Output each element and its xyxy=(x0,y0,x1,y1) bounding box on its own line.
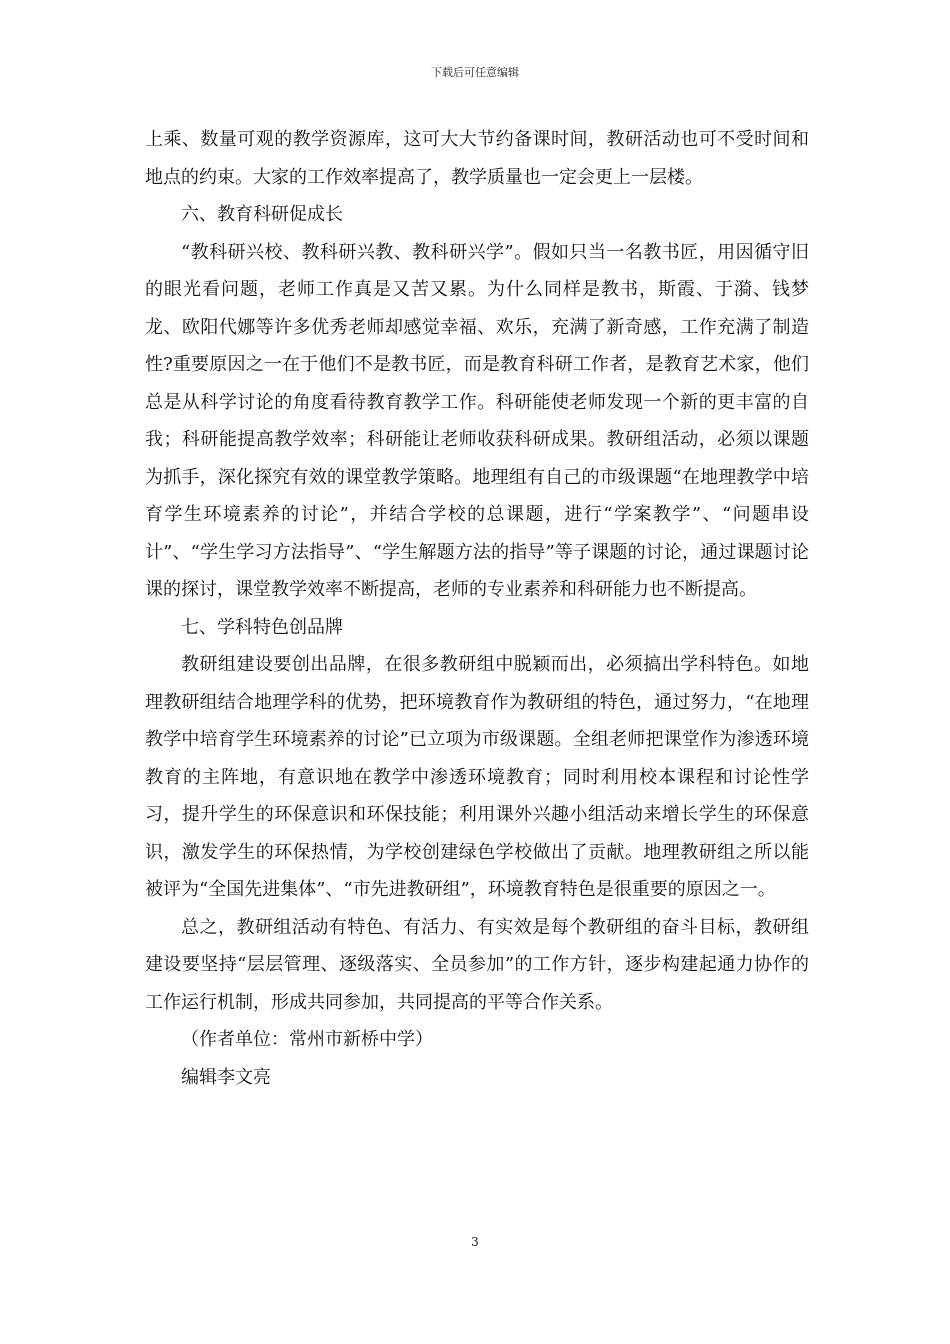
paragraph-continuation: 上乘、数量可观的教学资源库，这可大大节约备课时间，教研活动也可不受时间和地点的约束。大家的工作效率提高了，教学质量也一定会更上一层楼。 xyxy=(145,129,809,188)
editor-credit: 编辑李文亮 xyxy=(181,1066,271,1088)
document-body xyxy=(145,121,809,1096)
section-heading-brand: 七、学科特色创品牌 xyxy=(181,616,343,638)
page-number: 3 xyxy=(471,1235,479,1249)
section-heading-research: 六、教育科研促成长 xyxy=(181,204,343,225)
paragraph-conclusion: 总之，教研组活动有特色、有活力、有实效是每个教研组的奋斗目标，教研组建设要坚持“层层管理、逐级落实、全员参加”的工作方针，逐步构建起通力协作的工作运行机制，形成共同参加，共同提高的平等合作关系。 xyxy=(145,916,809,1013)
paragraph-brand: 教研组建设要创出品牌，在很多教研组中脱颖而出，必须搞出学科特色。如地理教研组结合地理学科的优势，把环境教育作为教研组的特色，通过努力，“在地理教学中培育学生环境素养的讨论”已立项为市级课题。全组老师把课堂作为渗透环境教育的主阵地，有意识地在教学中渗透环境教育；同时利用校本课程和讨论性学习，提升学生的环保意识和环保技能；利用课外兴趣小组活动来增长学生的环保意识，激发学生的环保热情，为学校创建绿色学校做出了贡献。地理教研组之所以能被评为“全国先进集体”、“市先进教研组”，环境教育特色是很重要的原因之一。 xyxy=(145,654,809,900)
paragraph-research: “教科研兴校、教科研兴教、教科研兴学”。假如只当一名教书匠，用因循守旧的眼光看问题，老师工作真是又苦又累。为什么同样是教书，斯霞、于漪、钱梦龙、欧阳代娜等许多优秀老师却感觉幸福、欢乐，充满了新奇感，工作充满了制造性?重要原因之一在于他们不是教书匠，而是教育科研工作者，是教育艺术家，他们总是从科学讨论的角度看待教育教学工作。科研能使老师发现一个新的更丰富的自我；科研能提高教学效率；科研能让老师收获科研成果。教研组活动，必须以课题为抓手，深化探究有效的课堂教学策略。地理组有自己的市级课题“在地理教学中培育学生环境素养的讨论”，并结合学校的总课题，进行“学案教学”、“问题串设计”、“学生学习方法指导”、“学生解题方法的指导”等子课题的讨论，通过课题讨论课的探讨，课堂教学效率不断提高，老师的专业素养和科研能力也不断提高。 xyxy=(145,241,809,600)
page-header: 下载后可任意编辑 xyxy=(431,66,519,79)
author-affiliation: （作者单位：常州市新桥中学） xyxy=(181,1029,433,1050)
